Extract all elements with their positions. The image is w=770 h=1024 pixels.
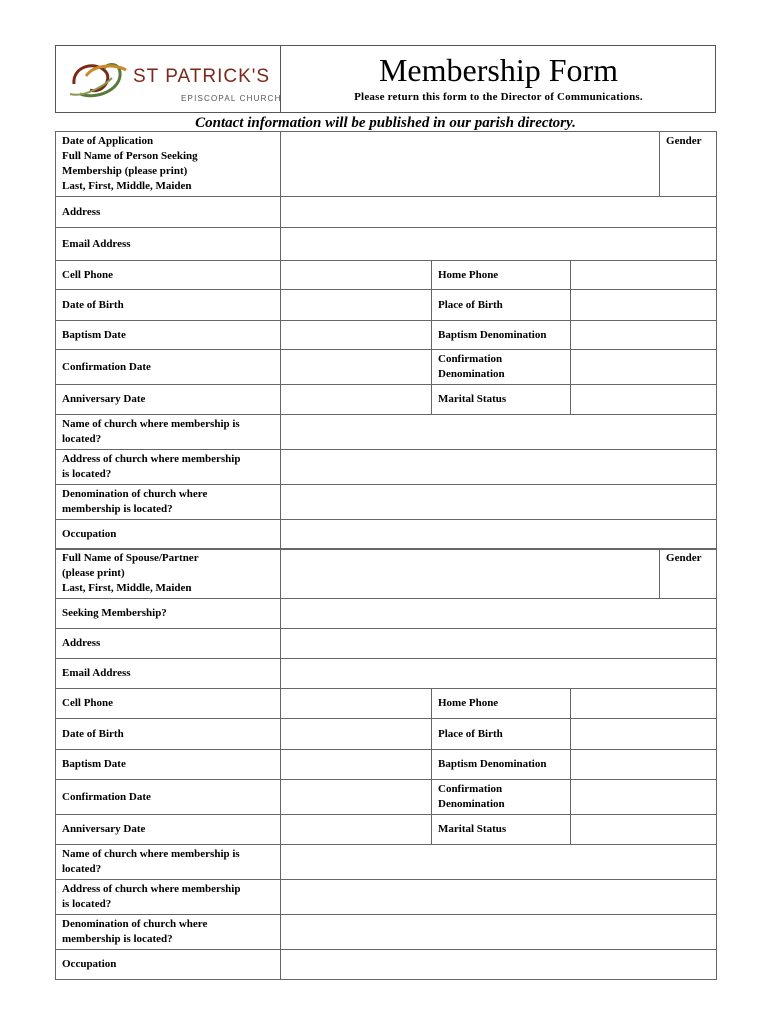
applicant-anniversary-label: Anniversary Date — [56, 385, 281, 415]
spouse-baptism-date-label: Baptism Date — [56, 750, 281, 780]
logo-subname: EPISCOPAL CHURCH — [181, 94, 282, 103]
applicant-email-field[interactable] — [281, 228, 717, 261]
applicant-baptism-denom-label: Baptism Denomination — [432, 321, 571, 350]
applicant-home-field[interactable] — [571, 261, 717, 290]
applicant-marital-field[interactable] — [571, 385, 717, 415]
applicant-name-field[interactable] — [281, 132, 660, 197]
applicant-dob-field[interactable] — [281, 290, 432, 321]
spouse-pob-label: Place of Birth — [432, 719, 571, 750]
applicant-church-address-field[interactable] — [281, 450, 717, 485]
applicant-confirmation-denom-field[interactable] — [571, 350, 717, 385]
directory-note: Contact information will be published in our parish directory. — [195, 115, 576, 131]
spouse-confirmation-date-field[interactable] — [281, 780, 432, 815]
spouse-church-address-label: Address of church where membership is located? — [56, 880, 281, 915]
spouse-seeking-label: Seeking Membership? — [56, 599, 281, 629]
applicant-occupation-field[interactable] — [281, 520, 717, 550]
spouse-seeking-field[interactable] — [281, 599, 717, 629]
spouse-baptism-denom-label: Baptism Denomination — [432, 750, 571, 780]
spouse-occupation-label: Occupation — [56, 950, 281, 980]
spouse-confirmation-denom-field[interactable] — [571, 780, 717, 815]
applicant-church-denom-field[interactable] — [281, 485, 717, 520]
applicant-church-name-field[interactable] — [281, 415, 717, 450]
applicant-table — [55, 131, 717, 550]
spouse-home-field[interactable] — [571, 689, 717, 719]
applicant-cell-field[interactable] — [281, 261, 432, 290]
spouse-baptism-denom-field[interactable] — [571, 750, 717, 780]
spouse-church-denom-field[interactable] — [281, 915, 717, 950]
applicant-church-denom-label: Denomination of church where membership is located? — [56, 485, 281, 520]
spouse-pob-field[interactable] — [571, 719, 717, 750]
applicant-address-label: Address — [56, 197, 281, 228]
spouse-occupation-field[interactable] — [281, 950, 717, 980]
applicant-home-label: Home Phone — [432, 261, 571, 290]
spouse-church-name-label: Name of church where membership is located? — [56, 845, 281, 880]
applicant-gender-field[interactable]: Gender — [660, 132, 717, 197]
spouse-home-label: Home Phone — [432, 689, 571, 719]
applicant-address-field[interactable] — [281, 197, 717, 228]
spouse-confirmation-denom-label: Confirmation Denomination — [432, 780, 571, 815]
applicant-confirmation-denom-label: Confirmation Denomination — [432, 350, 571, 385]
spouse-name-label: Full Name of Spouse/Partner (please print) Last, First, Middle, Maiden — [56, 549, 281, 599]
applicant-pob-field[interactable] — [571, 290, 717, 321]
spouse-dob-field[interactable] — [281, 719, 432, 750]
applicant-email-label: Email Address — [56, 228, 281, 261]
spouse-address-field[interactable] — [281, 629, 717, 659]
page-title: Membership Form — [378, 52, 619, 88]
applicant-church-address-label: Address of church where membership is located? — [56, 450, 281, 485]
applicant-baptism-date-field[interactable] — [281, 321, 432, 350]
celtic-knot-icon — [66, 54, 136, 104]
spouse-dob-label: Date of Birth — [56, 719, 281, 750]
applicant-confirmation-date-label: Confirmation Date — [56, 350, 281, 385]
page-subtitle: Please return this form to the Director of Communications. — [354, 91, 643, 103]
spouse-gender-field[interactable]: Gender — [660, 549, 717, 599]
applicant-baptism-date-label: Baptism Date — [56, 321, 281, 350]
spouse-church-address-field[interactable] — [281, 880, 717, 915]
spouse-church-denom-label: Denomination of church where membership is located? — [56, 915, 281, 950]
applicant-cell-label: Cell Phone — [56, 261, 281, 290]
logo-name: ST PATRICK'S — [133, 66, 271, 87]
spouse-confirmation-date-label: Confirmation Date — [56, 780, 281, 815]
spouse-table — [55, 548, 717, 980]
spouse-marital-field[interactable] — [571, 815, 717, 845]
spouse-anniversary-label: Anniversary Date — [56, 815, 281, 845]
applicant-name-label: Date of Application Full Name of Person Seeking Membership (please print) Last, First, Middle, Maiden — [56, 132, 281, 197]
applicant-baptism-denom-field[interactable] — [571, 321, 717, 350]
applicant-marital-label: Marital Status — [432, 385, 571, 415]
spouse-address-label: Address — [56, 629, 281, 659]
spouse-name-field[interactable] — [281, 549, 660, 599]
spouse-marital-label: Marital Status — [432, 815, 571, 845]
applicant-confirmation-date-field[interactable] — [281, 350, 432, 385]
church-logo — [66, 54, 136, 109]
spouse-cell-field[interactable] — [281, 689, 432, 719]
applicant-pob-label: Place of Birth — [432, 290, 571, 321]
applicant-occupation-label: Occupation — [56, 520, 281, 550]
applicant-anniversary-field[interactable] — [281, 385, 432, 415]
spouse-cell-label: Cell Phone — [56, 689, 281, 719]
spouse-church-name-field[interactable] — [281, 845, 717, 880]
spouse-email-label: Email Address — [56, 659, 281, 689]
spouse-anniversary-field[interactable] — [281, 815, 432, 845]
spouse-email-field[interactable] — [281, 659, 717, 689]
spouse-baptism-date-field[interactable] — [281, 750, 432, 780]
applicant-church-name-label: Name of church where membership is located? — [56, 415, 281, 450]
applicant-dob-label: Date of Birth — [56, 290, 281, 321]
